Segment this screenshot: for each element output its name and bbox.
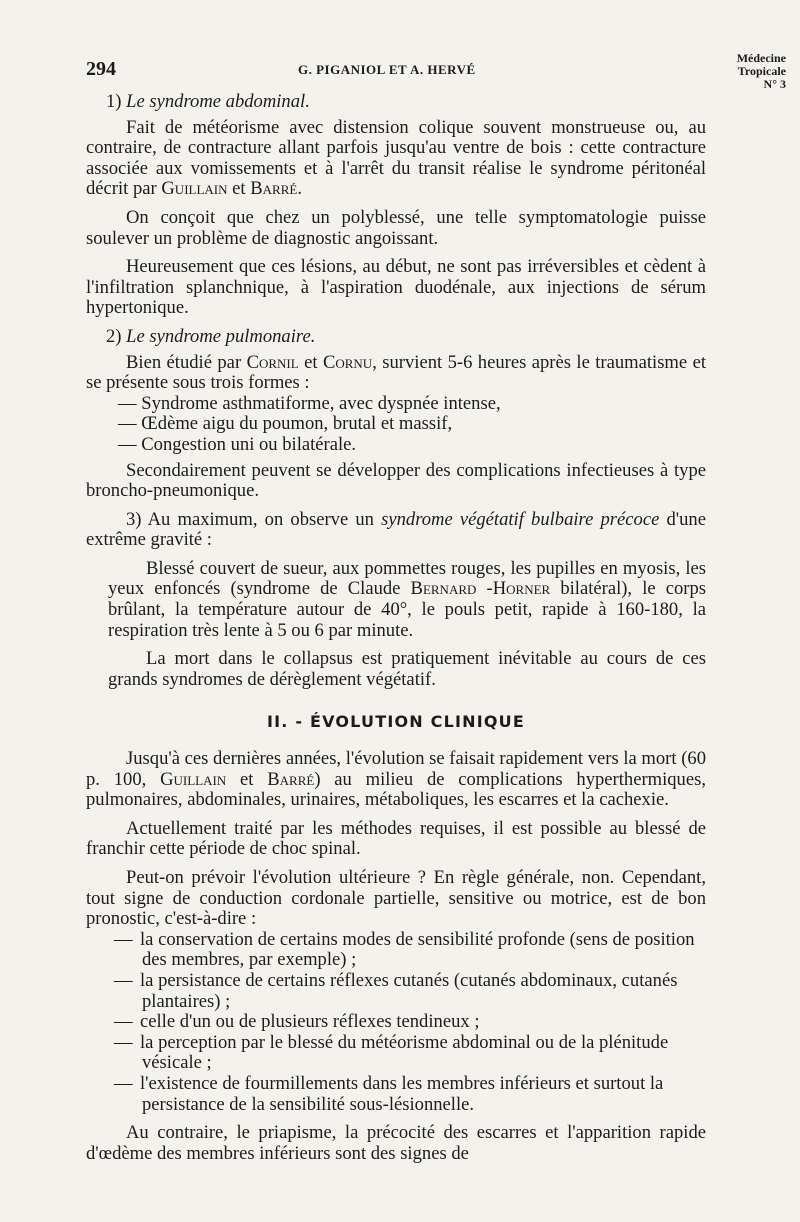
author-horner: Horner	[492, 578, 551, 600]
evo-p1b: ) au milieu de complications hyperthermiques, pulmonaires, abdominales, urinaires, métaboliques, les escarres et la cachexie.	[86, 768, 706, 811]
list-item	[112, 971, 706, 1012]
list-item	[112, 1012, 706, 1033]
sec1-title: Le syndrome abdominal.	[126, 91, 310, 112]
dash: —	[114, 969, 133, 991]
author-barre: Barré	[250, 178, 298, 200]
sec2-title: Le syndrome pulmonaire.	[126, 325, 316, 347]
sec3-p1a: 3) Au maximum, on observe un	[126, 508, 382, 530]
list-item: — Syndrome asthmatiforme, avec dyspnée intense,	[118, 392, 501, 414]
dash: —	[114, 1011, 133, 1033]
conj: et	[227, 178, 251, 200]
list-item: — Congestion uni ou bilatérale.	[118, 433, 357, 455]
sec3-paragraph-3: La mort dans le collapsus est pratiquement inévitable au cours de ces grands syndromes de dérèglement végétatif.	[108, 648, 706, 690]
journal-line-2: Tropicale	[737, 64, 786, 78]
sec3-paragraph-2	[86, 559, 706, 641]
journal-line-1: Médecine	[736, 51, 786, 65]
journal-label	[737, 52, 786, 91]
author-cornu: Cornu	[322, 351, 373, 373]
item-text: la persistance de certains réflexes cutanés (cutanés abdominaux, cutanés plantaires) ;	[140, 969, 678, 1012]
list-item	[112, 930, 706, 971]
author-guillain: Guillain	[160, 768, 227, 790]
sec3-p2a: Blessé couvert de sueur, aux pommettes rouges, les pupilles en myosis, les yeux enfoncés (syndrome de Claude	[108, 557, 706, 600]
evolution-paragraph-1	[86, 749, 706, 811]
list-item	[112, 1074, 706, 1115]
evolution-paragraph-2: Actuellement traité par les méthodes requises, il est possible au blessé de franchir cette période de choc spinal.	[86, 817, 706, 860]
sec1-paragraph-2: On conçoit que chez un polyblessé, une telle symptomatologie puisse soulever un problème de diagnostic angoissant.	[86, 206, 706, 249]
dash: —	[114, 928, 133, 950]
prognosis-list	[86, 930, 706, 1115]
journal-line-3: N° 3	[763, 77, 786, 91]
evolution-paragraph-4: Au contraire, le priapisme, la précocité des escarres et l'apparition rapide d'œdème des membres inférieurs sont des signes de	[86, 1122, 706, 1164]
sec2-num: 2)	[106, 325, 122, 347]
sec2-forms-list	[86, 394, 706, 456]
sec1-paragraph-3: Heureusement que ces lésions, au début, ne sont pas irréversibles et cèdent à l'infiltration splanchnique, à l'aspiration duodénale, aux injections de sérum hypertonique.	[86, 256, 706, 319]
sec2-heading	[86, 327, 706, 348]
author-cornil: Cornil	[246, 351, 299, 373]
sec3-p2b: bilatéral), le corps brûlant, la température autour de 40°, le pouls petit, rapide à 160-180, la respiration très lente à 5 ou 6 par minute.	[108, 578, 707, 641]
sec1-num: 1)	[106, 91, 122, 112]
sec3-paragraph-1	[86, 510, 706, 551]
item-text: la conservation de certains modes de sensibilité profonde (sens de position des membres, par exemple) ;	[140, 928, 695, 971]
page-number: 294	[86, 58, 116, 80]
sec2-paragraph-2: Secondairement peuvent se développer des complications infectieuses à type broncho-pneumonique.	[86, 459, 706, 502]
section-title: II. - ÉVOLUTION CLINIQUE	[266, 712, 525, 732]
conj: et	[298, 351, 323, 373]
dash: —	[114, 1072, 133, 1094]
evo-p1a: Jusqu'à ces dernières années, l'évolution se faisait rapidement vers la mort (60 p. 100,	[86, 748, 706, 790]
item-text: l'existence de fourmillements dans les membres inférieurs et surtout la persistance de la sensibilité sous-lésionnelle.	[140, 1072, 664, 1115]
dash: —	[114, 1031, 133, 1053]
sec2-p1b: , survient 5-6 heures après le traumatisme et se présente sous trois formes :	[86, 351, 706, 394]
evolution-paragraph-3: Peut-on prévoir l'évolution ultérieure ? En règle générale, non. Cependant, tout signe de conduction cordonale partielle, sensitive ou motrice, est de bon pronostic, c'est-à-dire :	[86, 867, 706, 930]
body-text	[86, 92, 706, 1164]
author-guillain: Guillain	[161, 178, 228, 200]
punct: .	[297, 178, 302, 200]
list-item: — Œdème aigu du poumon, brutal et massif,	[118, 413, 453, 435]
author-bernard: Bernard	[410, 578, 477, 600]
item-text: la perception par le blessé du météorisme abdominal ou de la plénitude vésicale ;	[140, 1031, 669, 1074]
list-item	[112, 1033, 706, 1074]
sec1-p1-text: Fait de météorisme avec distension colique souvent monstrueuse ou, au contraire, de contracture allant parfois jusqu'au ventre de bois : cette contracture associée aux vomissements et à l'arrêt du transit réalise le syndrome péritonéal décrit par	[86, 116, 706, 200]
sec2-paragraph-1	[86, 353, 706, 394]
sec2-p1a: Bien étudié par	[126, 351, 247, 373]
item-text: celle d'un ou de plusieurs réflexes tendineux ;	[140, 1011, 480, 1033]
sec1-heading	[86, 92, 706, 113]
sep: -	[476, 578, 493, 600]
running-title: G. PIGANIOL ET A. HERVÉ	[298, 62, 476, 77]
sec3-emphasis: syndrome végétatif bulbaire précoce	[381, 508, 660, 530]
conj: et	[226, 768, 268, 790]
sec3-p1b: d'une extrême gravité :	[86, 508, 706, 551]
author-barre: Barré	[267, 768, 315, 790]
sec1-paragraph-1	[86, 118, 706, 200]
